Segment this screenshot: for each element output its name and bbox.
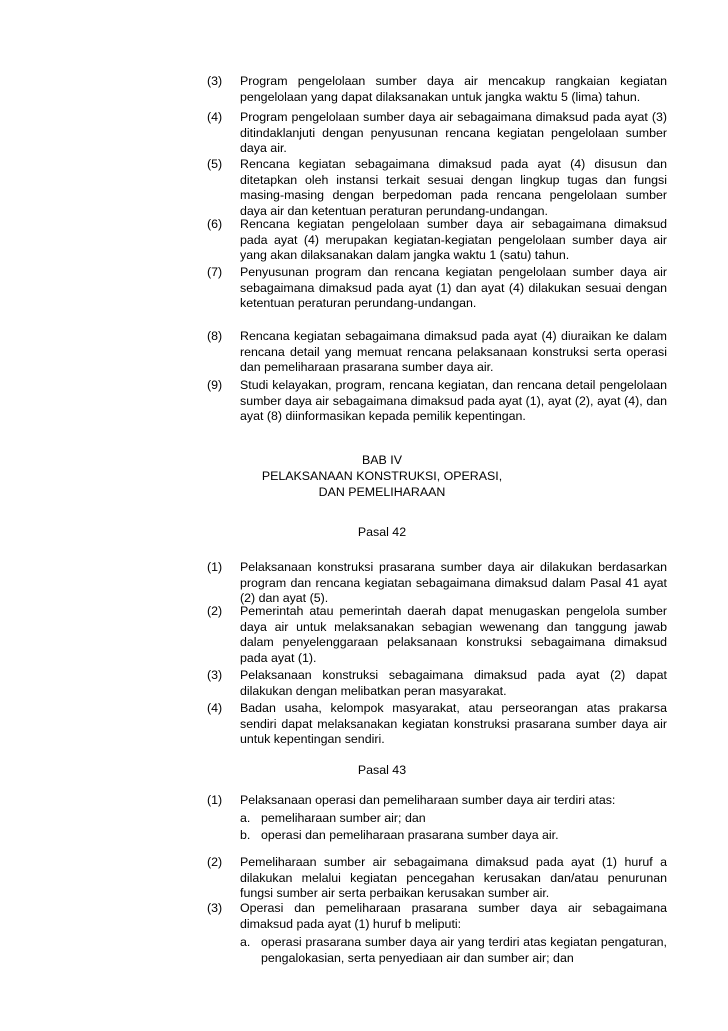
item-number: (3) <box>207 901 223 915</box>
item-text: Pelaksanaan operasi dan pemeliharaan sumber daya air terdiri atas: <box>240 793 616 807</box>
item-number: (7) <box>207 265 223 279</box>
list-item <box>207 901 667 932</box>
item-text: Rencana kegiatan sebagaimana dimaksud pada ayat (4) disusun dan ditetapkan oleh instansi terkait sesuai dengan lingkup tugas dan fungsi masing-masing dengan berpedoman pada rencana pengelolaan sumber daya air dan ketentuan peraturan perundang-undangan. <box>240 157 667 218</box>
item-text: Operasi dan pemeliharaan prasarana sumber daya air sebagaimana dimaksud pada ayat (1) huruf b meliputi: <box>240 901 667 931</box>
item-text: Rencana kegiatan sebagaimana dimaksud pada ayat (4) diuraikan ke dalam rencana detail yang memuat rencana pelaksanaan konstruksi serta operasi dan pemeliharaan prasarana sumber daya air. <box>240 329 667 375</box>
sub-item-letter: a. <box>240 935 251 949</box>
list-item <box>207 560 667 607</box>
item-number: (2) <box>207 604 223 618</box>
item-text: Pelaksanaan konstruksi sebagaimana dimaksud pada ayat (2) dapat dilakukan dengan melibatkan peran masyarakat. <box>240 668 667 698</box>
pasal-42-heading: Pasal 42 <box>357 525 407 539</box>
sub-item <box>240 935 667 966</box>
item-number: (4) <box>207 110 223 124</box>
item-number: (9) <box>207 378 223 392</box>
sub-item-letter: b. <box>240 828 251 842</box>
item-text: Program pengelolaan sumber daya air mencakup rangkaian kegiatan pengelolaan yang dapat dilaksanakan untuk jangka waktu 5 (lima) tahun. <box>240 74 667 104</box>
list-item <box>207 378 667 425</box>
item-text: Studi kelayakan, program, rencana kegiatan, dan rencana detail pengelolaan sumber daya air sebagaimana dimaksud pada ayat (1), ayat (2), ayat (4), dan ayat (8) diinformasikan kepada pemilik kepentingan. <box>240 378 667 424</box>
sub-item <box>240 811 667 827</box>
list-item <box>207 157 667 219</box>
list-item <box>207 701 667 748</box>
list-item <box>207 329 667 376</box>
item-text: Badan usaha, kelompok masyarakat, atau perseorangan atas prakarsa sendiri dapat melaksanakan kegiatan konstruksi prasarana sumber daya air untuk kepentingan sendiri. <box>240 701 667 747</box>
item-number: (3) <box>207 668 223 682</box>
chapter-title-line2: DAN PEMELIHARAAN <box>318 485 446 499</box>
item-text: Penyusunan program dan rencana kegiatan pengelolaan sumber daya air sebagaimana dimaksud pada ayat (1) dan ayat (4) dilakukan sesuai dengan ketentuan peraturan perundang-undangan. <box>240 265 667 311</box>
item-number: (1) <box>207 560 223 574</box>
sub-item <box>240 828 667 844</box>
sub-item-text: operasi prasarana sumber daya air yang terdiri atas kegiatan pengaturan, pengalokasian, serta penyediaan air dan sumber air; dan <box>261 935 667 965</box>
sub-item-text: pemeliharaan sumber air; dan <box>261 811 426 825</box>
chapter-title-line1: PELAKSANAAN KONSTRUKSI, OPERASI, <box>261 469 503 483</box>
list-item <box>207 793 667 809</box>
item-number: (5) <box>207 157 223 171</box>
list-item <box>207 74 667 105</box>
item-number: (8) <box>207 329 223 343</box>
list-item <box>207 265 667 312</box>
item-text: Rencana kegiatan pengelolaan sumber daya air sebagaimana dimaksud pada ayat (4) merupakan kegiatan-kegiatan pengelolaan sumber daya air yang akan dilaksanakan dalam jangka waktu 1 (satu) tahun. <box>240 217 667 263</box>
item-text: Pemeliharaan sumber air sebagaimana dimaksud pada ayat (1) huruf a dilakukan melalui kegiatan pencegahan kerusakan dan/atau penurunan fungsi sumber air serta perbaikan kerusakan sumber air. <box>240 855 667 901</box>
sub-item-letter: a. <box>240 811 251 825</box>
item-number: (6) <box>207 217 223 231</box>
list-item <box>207 668 667 699</box>
list-item <box>207 217 667 264</box>
item-text: Program pengelolaan sumber daya air sebagaimana dimaksud pada ayat (3) ditindaklanjuti dengan penyusunan rencana kegiatan pengelolaan sumber daya air. <box>240 110 667 156</box>
item-number: (1) <box>207 793 223 807</box>
chapter-number: BAB IV <box>362 453 402 467</box>
list-item <box>207 110 667 157</box>
item-number: (2) <box>207 855 223 869</box>
sub-item-text: operasi dan pemeliharaan prasarana sumber daya air. <box>261 828 559 842</box>
list-item <box>207 855 667 902</box>
item-text: Pelaksanaan konstruksi prasarana sumber daya air dilakukan berdasarkan program dan rencana kegiatan sebagaimana dimaksud dalam Pasal 41 ayat (2) dan ayat (5). <box>240 560 667 606</box>
item-number: (4) <box>207 701 223 715</box>
list-item <box>207 604 667 666</box>
pasal-43-heading: Pasal 43 <box>357 763 407 777</box>
item-number: (3) <box>207 74 223 88</box>
item-text: Pemerintah atau pemerintah daerah dapat menugaskan pengelola sumber daya air untuk melaksanakan sebagian wewenang dan tanggung jawab dalam penyelenggaraan pelaksanaan konstruksi sebagaimana dimaksud pada ayat (1). <box>240 604 667 665</box>
